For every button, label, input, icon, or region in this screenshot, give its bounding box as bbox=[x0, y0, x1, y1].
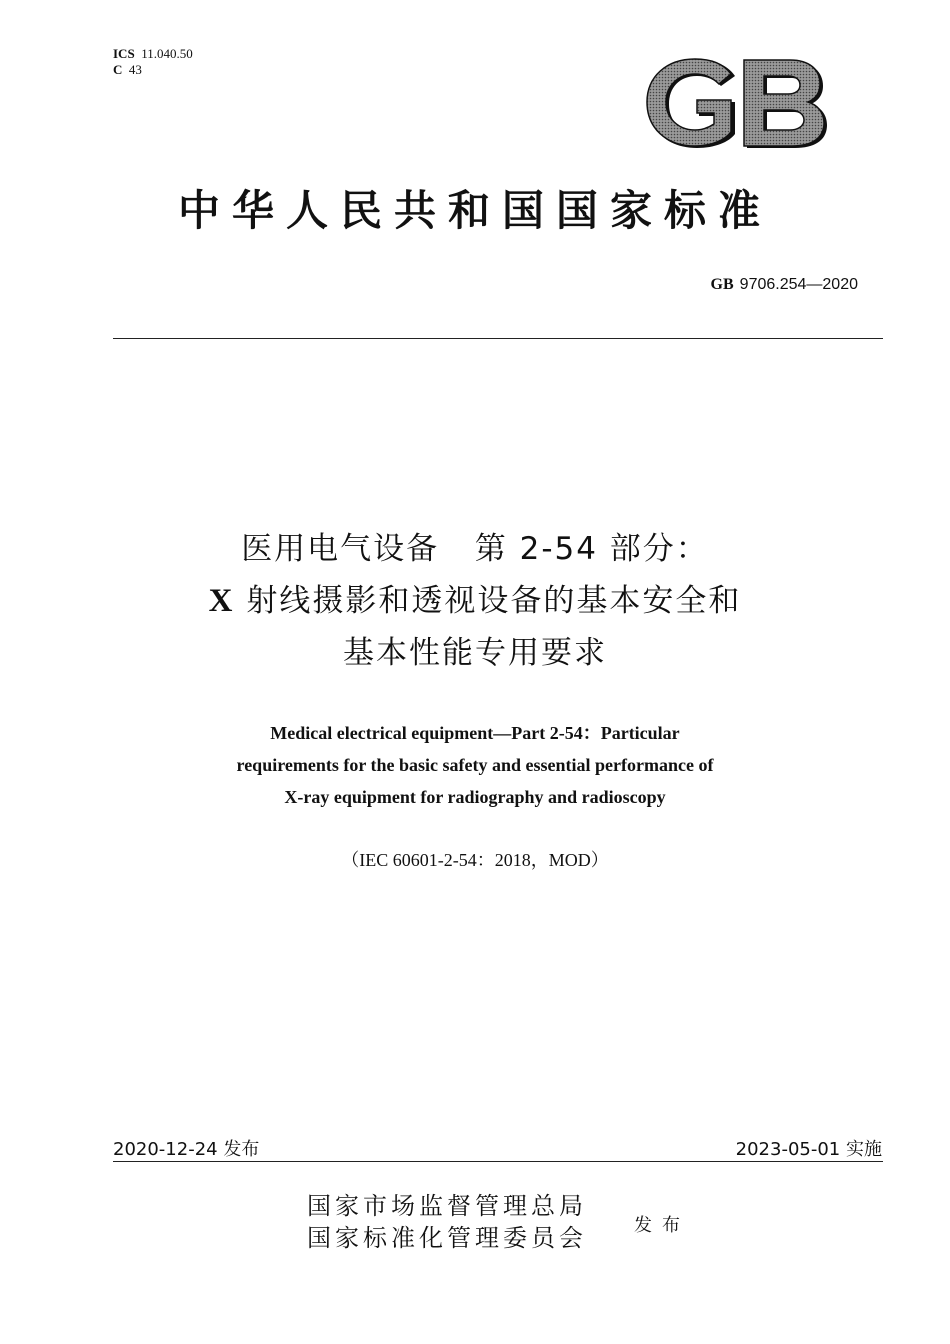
ics-code: ICS 11.040.50 bbox=[113, 46, 193, 61]
gb-logo-icon bbox=[643, 58, 831, 150]
implementation-date: 2023-05-01 实施 bbox=[735, 1139, 882, 1160]
standard-number: GB 9706.254—2020 bbox=[710, 276, 858, 293]
chinese-title bbox=[0, 523, 950, 679]
ccs-code: C 43 bbox=[113, 62, 142, 77]
chinese-title-line-1: 医用电气设备 第 2-54 部分： bbox=[241, 531, 709, 567]
issuer-samr: 国家市场监督管理总局 bbox=[307, 1192, 587, 1220]
issue-date: 2020-12-24 发布 bbox=[113, 1139, 260, 1160]
classification-codes bbox=[113, 46, 193, 78]
english-title bbox=[0, 717, 950, 813]
issuing-authorities bbox=[307, 1190, 587, 1254]
chinese-title-line-3: 基本性能专用要求 bbox=[343, 635, 607, 671]
iec-reference: （IEC 60601-2-54：2018，MOD） bbox=[341, 850, 609, 870]
english-title-line-1: Medical electrical equipment—Part 2-54：Particular bbox=[270, 723, 680, 743]
issuer-sac: 国家标准化管理委员会 bbox=[307, 1224, 587, 1252]
publish-label: 发布 bbox=[634, 1215, 690, 1236]
english-title-line-3: X-ray equipment for radiography and radioscopy bbox=[284, 787, 666, 807]
bottom-divider bbox=[113, 1161, 883, 1162]
national-standard-heading: 中华人民共和国国家标准 bbox=[177, 186, 772, 235]
chinese-title-line-2: X 射线摄影和透视设备的基本安全和 bbox=[208, 583, 742, 619]
top-divider bbox=[113, 338, 883, 339]
english-title-line-2: requirements for the basic safety and essential performance of bbox=[236, 755, 714, 775]
